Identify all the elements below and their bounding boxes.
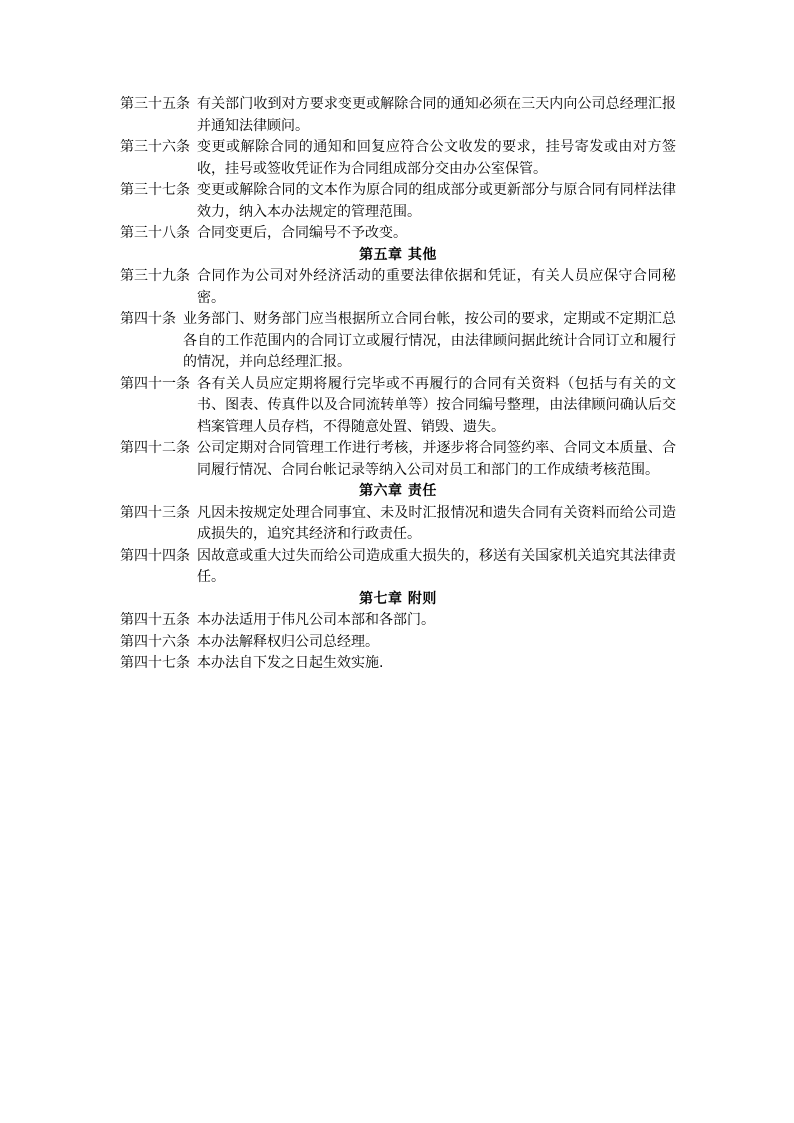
chapter-heading: 第五章 其他	[359, 246, 437, 263]
article-item	[120, 546, 676, 589]
article-text: 凡因未按规定处理合同事宜、未及时汇报情况和遗失合同有关资料而给公司造成损失的，追究其经济和行政责任。	[197, 504, 676, 542]
article-text: 因故意或重大过失而给公司造成重大损失的，移送有关国家机关追究其法律责任。	[197, 547, 676, 585]
document-body	[120, 94, 676, 675]
article-text: 本办法解释权归公司总经理。	[197, 633, 379, 650]
article-item	[120, 180, 676, 223]
article-text: 公司定期对合同管理工作进行考核，并逐步将合同签约率、合同文本质量、合同履行情况、合同台帐记录等纳入公司对员工和部门的工作成绩考核范围。	[197, 440, 676, 478]
article-number: 第四十条	[120, 311, 176, 327]
article-number: 第三十五条	[120, 96, 190, 112]
article-item	[120, 632, 676, 654]
article-item	[120, 94, 676, 137]
article-item	[120, 503, 676, 546]
article-item	[120, 374, 676, 439]
article-item	[120, 309, 676, 374]
chapter-heading: 第七章 附则	[359, 590, 437, 607]
article-number: 第三十九条	[120, 268, 190, 284]
article-text: 合同作为公司对外经济活动的重要法律依据和凭证，有关人员应保守合同秘密。	[197, 268, 676, 306]
article-number: 第四十七条	[120, 655, 190, 671]
article-number: 第四十三条	[120, 504, 190, 521]
article-number: 第四十四条	[120, 547, 190, 564]
article-number: 第四十二条	[120, 440, 190, 456]
chapter-heading: 第六章 责任	[359, 483, 437, 499]
article-text: 各有关人员应定期将履行完毕或不再履行的合同有关资料（包括与有关的文书、图表、传真件以及合同流转单等）按合同编号整理，由法律顾问确认后交档案管理人员存档，不得随意处置、销毁、遗失。	[197, 375, 676, 435]
article-text: 变更或解除合同的文本作为原合同的组成部分或更新部分与原合同有同样法律效力，纳入本办法规定的管理范围。	[197, 182, 676, 220]
article-item	[120, 223, 676, 245]
article-text: 本办法自下发之日起生效实施.	[197, 655, 384, 671]
article-number: 第三十八条	[120, 225, 190, 241]
article-text: 变更或解除合同的通知和回复应符合公文收发的要求，挂号寄发或由对方签收，挂号或签收凭证作为合同组成部分交由办公室保管。	[197, 139, 676, 177]
article-text: 本办法适用于伟凡公司本部和各部门。	[197, 612, 435, 628]
article-number: 第四十五条	[120, 612, 190, 628]
article-number: 第三十七条	[120, 182, 190, 198]
article-text: 合同变更后，合同编号不予改变。	[197, 225, 407, 241]
article-number: 第四十一条	[120, 375, 190, 392]
article-text: 有关部门收到对方要求变更或解除合同的通知必须在三天内向公司总经理汇报并通知法律顾问。	[197, 96, 676, 134]
article-text: 业务部门、财务部门应当根据所立合同台帐，按公司的要求，定期或不定期汇总各自的工作范围内的合同订立或履行情况，由法律顾问据此统计合同订立和履行的情况，并向总经理汇报。	[183, 311, 676, 370]
article-number: 第四十六条	[120, 633, 190, 650]
article-item	[120, 266, 676, 309]
article-item	[120, 610, 676, 632]
article-item	[120, 653, 676, 675]
article-item	[120, 137, 676, 180]
article-number: 第三十六条	[120, 139, 190, 155]
article-item	[120, 438, 676, 481]
